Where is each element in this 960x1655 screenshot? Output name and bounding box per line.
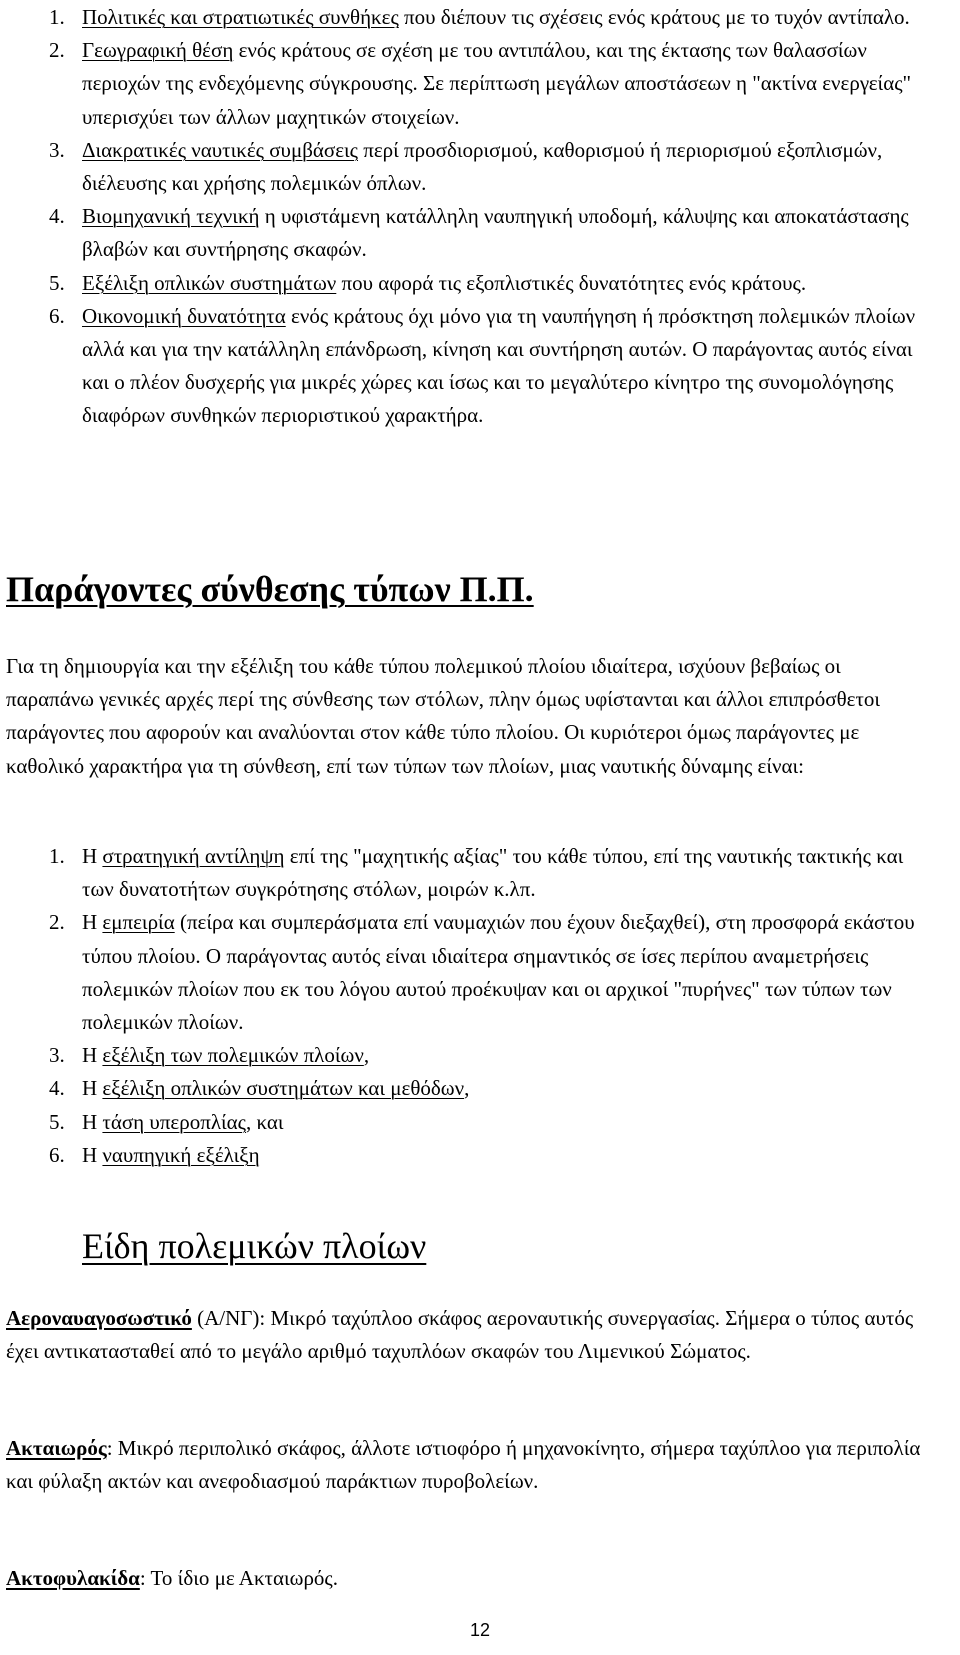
list-item: [0, 34, 920, 134]
list-item: [0, 134, 920, 200]
list-number: 1.: [49, 844, 65, 868]
definition-entry: [6, 1432, 926, 1498]
list-item-text: που αφορά τις εξοπλιστικές δυνατότητες ενός κράτους.: [336, 270, 807, 295]
definition-text: : Το ίδιο με Ακταιωρός.: [139, 1566, 339, 1590]
underlined-term: τάση υπεροπλίας: [102, 1109, 246, 1134]
list-item: [0, 1, 920, 34]
definition-term: Ακτοφυλακίδα: [6, 1566, 140, 1590]
list-item-text: η υφιστάμενη κατάλληλη ναυπηγική υποδομή, κάλυψης και αποκατάστασης βλαβών και συντήρησης σκαφών.: [82, 204, 909, 262]
list-item: [0, 1139, 920, 1172]
list-item-prefix: Η: [82, 1142, 103, 1167]
underlined-term: Πολιτικές και στρατιωτικές συνθήκες: [82, 5, 399, 29]
list-item-text: ,: [464, 1076, 470, 1101]
list-item: [0, 1106, 920, 1139]
section-heading-warship-types: Είδη πολεμικών πλοίων: [82, 1226, 427, 1266]
list-item-text: (πείρα και συμπεράσματα επί ναυμαχιών που έχουν διεξαχθεί), στη προσφορά εκάστου τύπου πλοίου. Ο παράγοντας αυτός είναι ιδιαίτερα σημαντικός σε ίσες περίπου αναμετρήσεις πολεμικών πλοίων που εκ του λόγου αυτού προέκυψαν και οι αρχικοί "πυρήνες" των τύπων των πολεμικών πλοίων.: [82, 910, 915, 1035]
list-item-text: ενός κράτους σε σχέση με του αντιπάλου, και της έκτασης των θαλασσίων περιοχών της ενδεχόμενης σύγκρουσης. Σε περίπτωση μεγάλων αποστάσεων η "ακτίνα ενεργείας" υπερισχύει των άλλων μαχητικών στοιχείων.: [82, 38, 912, 129]
list-number: 5.: [49, 1109, 65, 1134]
definition-term: Ακταιωρός: [6, 1436, 107, 1460]
list-item-prefix: Η: [82, 1043, 103, 1068]
list-item: [0, 840, 920, 906]
list-item-prefix: Η: [82, 1076, 103, 1101]
list-number: 2.: [49, 910, 65, 935]
list-item: [0, 267, 920, 300]
list-item: [0, 200, 920, 266]
definition-entry: [6, 1302, 926, 1368]
list-item-prefix: Η: [82, 1109, 103, 1134]
definition-text: (Α/ΝΓ): Μικρό ταχύπλοο σκάφος αεροναυτικής συνεργασίας. Σήμερα ο τύπος αυτός έχει αντικατασταθεί από το μεγάλο αριθμό ταχυπλόων σκαφών του Λιμενικού Σώματος.: [6, 1306, 914, 1364]
underlined-term: ναυπηγική εξέλιξη: [102, 1142, 260, 1167]
list-item-text: που διέπουν τις σχέσεις ενός κράτους με το τυχόν αντίπαλο.: [398, 5, 910, 29]
list-number: 4.: [49, 204, 65, 229]
list-item-text: περί προσδιορισμού, καθορισμού ή περιορισμού εξοπλισμών, διέλευσης και χρήσης πολεμικών όπλων.: [82, 137, 883, 196]
list-number: 5.: [49, 270, 65, 295]
intro-paragraph: Για τη δημιουργία και την εξέλιξη του κάθε τύπου πολεμικού πλοίου ιδιαίτερα, ισχύουν βεβαίως οι παραπάνω γενικές αρχές περί της σύνθεσης των στόλων, πλην όμως υφίστανται και άλλοι επιπρόσθετοι παράγοντες που αφορούν και αναλύονται στον κάθε τύπο πλοίου. Οι κυριότεροι όμως παράγοντες με καθολικό χαρακτήρα για τη σύνθεση, επί των τύπων των πλοίων, μιας ναυτικής δύναμης είναι:: [6, 654, 881, 778]
list-item-text: ενός κράτους όχι μόνο για τη ναυπήγηση ή πρόσκτηση πολεμικών πλοίων αλλά και για την κατάλληλη επάνδρωση, κίνηση και συντήρηση αυτών. Ο παράγοντας αυτός είναι και ο πλέον δυσχερής για μικρές χώρες και ίσως και το μεγαλύτερο κίνητρο της συνομολόγησης διαφόρων συνθηκών περιοριστικού χαρακτήρα.: [82, 303, 916, 428]
underlined-term: Οικονομική δυνατότητα: [82, 303, 286, 328]
page-number: 12: [469, 1620, 491, 1640]
list-number: 1.: [49, 5, 65, 29]
section-heading-ship-type-factors: Παράγοντες σύνθεσης τύπων Π.Π.: [6, 569, 534, 609]
definition-text: : Μικρό περιπολικό σκάφος, άλλοτε ιστιοφόρο ή μηχανοκίνητο, σήμερα ταχύπλοο για περιπολία και φύλαξη ακτών και ανεφοδιασμού παράκτιων πυροβολείων.: [6, 1436, 921, 1494]
underlined-term: Εξέλιξη οπλικών συστημάτων: [82, 270, 337, 295]
underlined-term: στρατηγική αντίληψη: [102, 844, 285, 868]
underlined-term: εξέλιξη οπλικών συστημάτων και μεθόδων: [102, 1076, 465, 1101]
composition-factors-list: [0, 840, 920, 1172]
list-item: [0, 300, 920, 433]
list-item: [0, 1072, 920, 1105]
list-number: 3.: [49, 1043, 65, 1068]
underlined-term: Διακρατικές ναυτικές συμβάσεις: [82, 137, 358, 162]
list-number: 6.: [49, 1142, 65, 1167]
list-number: 4.: [49, 1076, 65, 1101]
underlined-term: Γεωγραφική θέση: [82, 38, 234, 63]
list-item-text: επί της "μαχητικής αξίας" του κάθε τύπου, επί της ναυτικής τακτικής και των δυνατοτήτων συγκρότησης στόλων, μοιρών κ.λπ.: [82, 844, 904, 902]
list-number: 2.: [49, 38, 65, 63]
underlined-term: εξέλιξη των πολεμικών πλοίων: [102, 1043, 364, 1068]
list-item: [0, 906, 920, 1039]
list-item: [0, 1039, 920, 1072]
list-item-text: ,: [363, 1043, 370, 1068]
underlined-term: εμπειρία: [102, 910, 175, 935]
list-number: 3.: [49, 137, 65, 162]
list-item-prefix: Η: [82, 844, 103, 868]
list-number: 6.: [49, 303, 65, 328]
underlined-term: Βιομηχανική τεχνική: [82, 204, 260, 229]
constraint-factors-list: [0, 1, 920, 433]
list-item-text: , και: [245, 1109, 284, 1134]
definition-entry: [6, 1562, 926, 1595]
list-item-prefix: Η: [82, 910, 103, 935]
definition-term: Αεροναυαγοσωστικό: [6, 1306, 192, 1330]
